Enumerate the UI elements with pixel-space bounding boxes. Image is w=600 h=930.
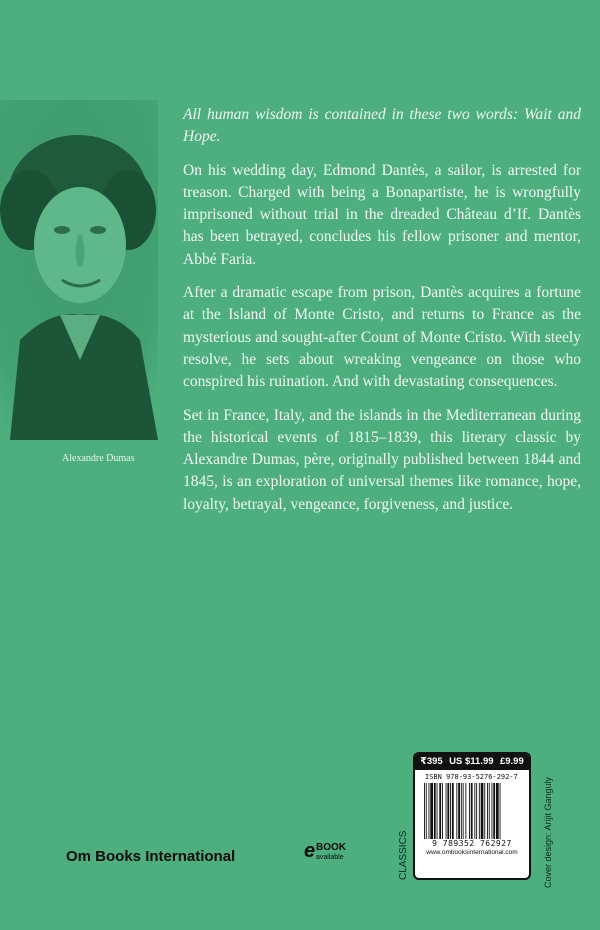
cover-credit: Cover design: Arijit Ganguly [543,776,553,888]
publisher-logo [66,848,235,865]
publisher-website: www.ombooksinternational.com [426,849,518,856]
blurb-paragraph-1: On his wedding day, Edmond Dantès, a sailor, is arrested for treason. Charged with being a Bonapartiste, he is wrongfully imprisoned without trial in the dreaded Château d’If. Dantès has been betrayed, concludes his fellow prisoner and mentor, Abbé Faria. [183,161,581,268]
price-row [415,754,529,770]
price-gbp: £9.99 [499,756,524,767]
ebook-e: e [304,840,316,862]
publisher-prefix: Om [66,848,92,865]
ebook-book: BOOK [316,842,346,853]
portrait-caption: Alexandre Dumas [62,453,135,464]
blurb [183,104,581,527]
isbn-label: ISBN 978-93-5276-292-7 [425,773,518,781]
epigraph-quote: All human wisdom is contained in these two words: Wait and Hope. [183,106,581,146]
blurb-paragraph-3: Set in France, Italy, and the islands in the Mediterranean during the historical events of 1815–1839, this literary classic by Alexandre Dumas, père, originally published between 1844 and 1845, is an exploration of universal themes like romance, hope, loyalty, betrayal, vengeance, forgiveness, and justice. [183,406,581,513]
publisher-name: Books International [91,848,236,865]
category-label: CLASSICS [398,830,409,880]
blurb-paragraph-2: After a dramatic escape from prison, Dantès acquires a fortune at the Island of Monte Cristo, and returns to France as the mysterious and sought-after Count of Monte Cristo. With steely resolve, he sets about wreaking vengeance on those who conspired his ruination. And with devastating consequences. [183,284,581,391]
barcode-image [422,783,522,839]
isbn-digits: 9 789352 762927 [432,839,512,848]
ebook-available: available [316,854,344,861]
portrait-image [0,100,158,440]
ebook-logo [304,840,354,868]
price-barcode-box [413,752,531,880]
price-us: US $11.99 [449,756,494,767]
author-portrait [0,100,158,440]
price-inr: ₹395 [420,756,443,767]
